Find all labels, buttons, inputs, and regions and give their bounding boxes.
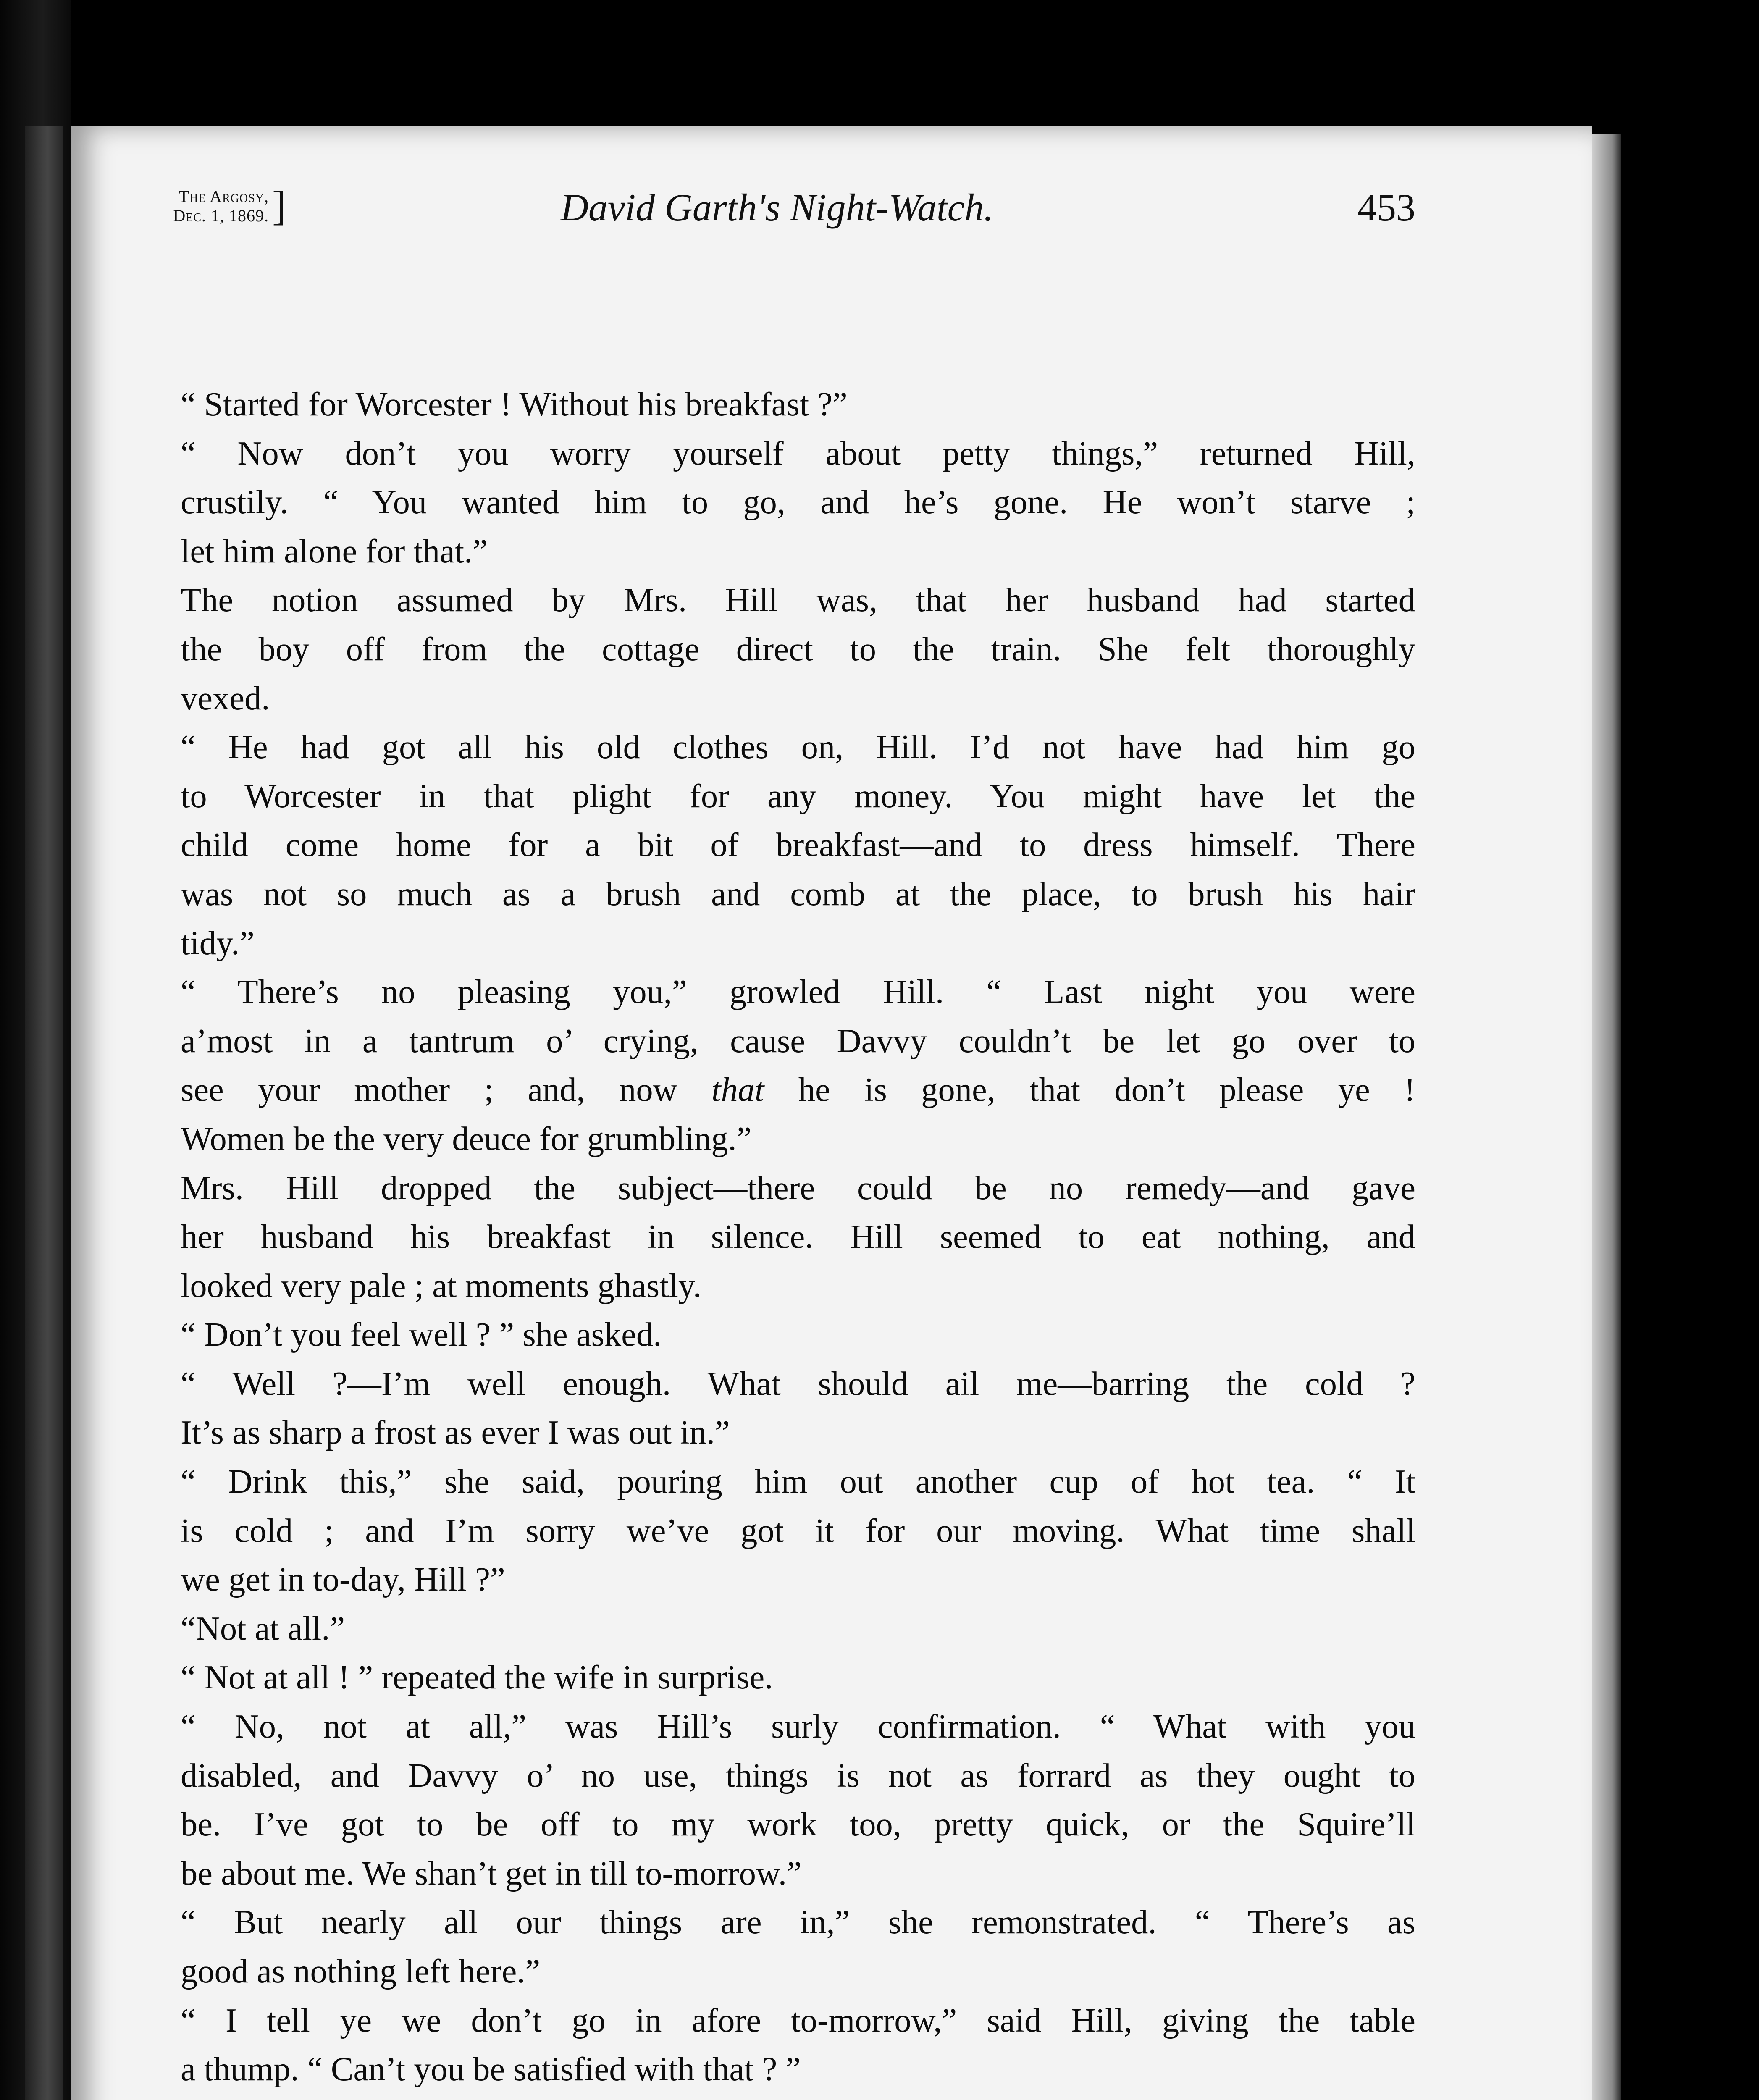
journal-date: Dec. 1, 1869. bbox=[173, 206, 269, 225]
journal-name: The Argosy, bbox=[179, 187, 269, 206]
text-line: a’most in a tantrum o’ crying, cause Davvy couldn’t be let go over to bbox=[181, 1022, 1415, 1060]
citation-bracket: ] bbox=[272, 182, 286, 229]
text-line: be. I’ve got to be off to my work too, pretty quick, or the Squire’ll bbox=[181, 1806, 1415, 1843]
text-line: Mrs. Hill dropped the subject—there could be no remedy—and gave bbox=[181, 1169, 1415, 1207]
text-line: “ I tell ye we don’t go in afore to-morrow,” said Hill, giving the table bbox=[181, 2001, 1415, 2039]
text-line: Women be the very deuce for grumbling.” bbox=[181, 1120, 752, 1158]
text-line: is cold ; and I’m sorry we’ve got it for our moving. What time shall bbox=[181, 1512, 1415, 1549]
text-line: looked very pale ; at moments ghastly. bbox=[181, 1267, 702, 1305]
text-line: we get in to-day, Hill ?” bbox=[181, 1561, 505, 1599]
body-text bbox=[181, 380, 1415, 2100]
text-line: “ He had got all his old clothes on, Hill. I’d not have had him go bbox=[181, 728, 1415, 766]
text-line: vexed. bbox=[181, 679, 270, 717]
text-line: “ Not at all ! ” repeated the wife in surprise. bbox=[181, 1659, 773, 1696]
text-line: see your mother ; and, now that he is gone, that don’t please ye ! bbox=[181, 1071, 1415, 1109]
text-line: “Not at all.” bbox=[181, 1609, 345, 1647]
page-number: 453 bbox=[1357, 186, 1415, 229]
text-line: a thump. “ Can’t you be satisfied with that ? ” bbox=[181, 2050, 801, 2088]
text-line: was not so much as a brush and comb at the place, to brush his hair bbox=[181, 875, 1415, 913]
text-line: The notion assumed by Mrs. Hill was, that her husband had started bbox=[181, 581, 1415, 619]
text-line: to Worcester in that plight for any money. You might have let the bbox=[181, 777, 1415, 815]
text-line: her husband his breakfast in silence. Hill seemed to eat nothing, and bbox=[181, 1218, 1415, 1256]
text-line: disabled, and Davvy o’ no use, things is not as forrard as they ought to bbox=[181, 1756, 1415, 1794]
text-line: be about me. We shan’t get in till to-morrow.” bbox=[181, 1854, 802, 1892]
emphasis: that bbox=[711, 1071, 764, 1109]
text-line: good as nothing left here.” bbox=[181, 1953, 541, 1990]
text-line: tidy.” bbox=[181, 924, 255, 962]
text-line: “ Now don’t you worry yourself about petty things,” returned Hill, bbox=[181, 434, 1415, 472]
previous-page-edge bbox=[25, 126, 63, 2100]
text-line: “ Drink this,” she said, pouring him out another cup of hot tea. “ It bbox=[181, 1463, 1415, 1501]
text-line: child come home for a bit of breakfast—and to dress himself. There bbox=[181, 826, 1415, 864]
text-line: “ Started for Worcester ! Without his breakfast ?” bbox=[181, 386, 848, 423]
text-line: “ No, not at all,” was Hill’s surly confirmation. “ What with you bbox=[181, 1708, 1415, 1746]
running-title: David Garth's Night-Watch. bbox=[560, 186, 994, 229]
text-line bbox=[181, 2094, 1415, 2100]
text-line: crustily. “ You wanted him to go, and he’s gone. He won’t starve ; bbox=[181, 483, 1415, 521]
page-stack-edge bbox=[1592, 134, 1621, 2100]
text-line: the boy off from the cottage direct to the train. She felt thoroughly bbox=[181, 630, 1415, 668]
text-line: “ But nearly all our things are in,” she remonstrated. “ There’s as bbox=[181, 1903, 1415, 1941]
text-line: “ Don’t you feel well ? ” she asked. bbox=[181, 1316, 662, 1354]
text-line: “ There’s no pleasing you,” growled Hill. “ Last night you were bbox=[181, 973, 1415, 1011]
text-line: “ Well ?—I’m well enough. What should ail me—barring the cold ? bbox=[181, 1365, 1415, 1402]
running-header bbox=[139, 183, 1415, 246]
text-line: It’s as sharp a frost as ever I was out in.” bbox=[181, 1414, 730, 1452]
text-line: let him alone for that.” bbox=[181, 532, 488, 570]
